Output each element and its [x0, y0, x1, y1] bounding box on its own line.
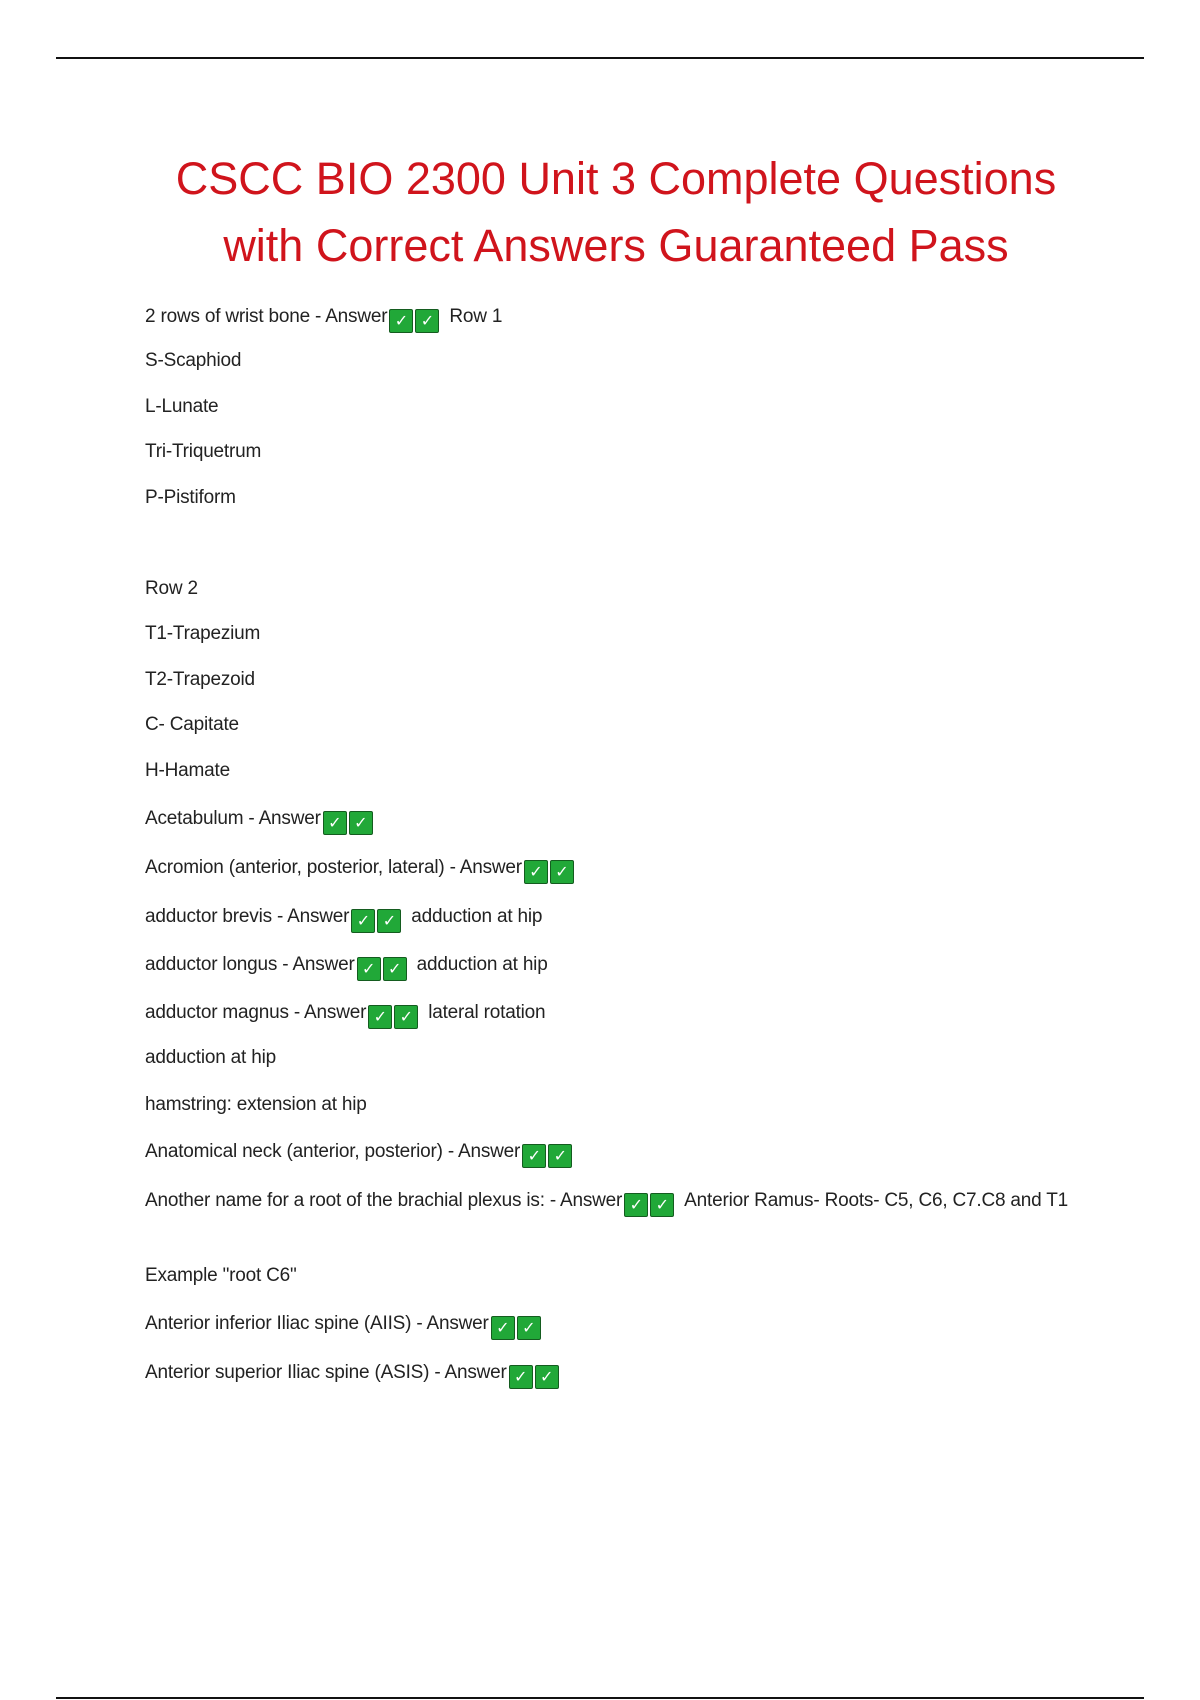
qa-line — [145, 758, 230, 784]
question-text: Acetabulum - Answer — [145, 808, 321, 829]
question-text: Anterior superior Iliac spine (ASIS) - Answer — [145, 1362, 507, 1383]
qa-line — [145, 1360, 559, 1389]
document-title-line-1: CSCC BIO 2300 Unit 3 Complete Questions — [175, 153, 1057, 204]
question-text: adductor longus - Answer — [145, 954, 355, 975]
qa-line — [145, 394, 218, 420]
question-text: S-Scaphiod — [145, 350, 242, 371]
question-text: Row 2 — [145, 578, 198, 599]
check-mark-icon: ✓ — [517, 1316, 541, 1340]
document-title-line-2: with Correct Answers Guaranteed Pass — [223, 220, 1009, 271]
answer-text: lateral rotation — [428, 1002, 546, 1023]
question-text: Another name for a root of the brachial plexus is: - Answer — [145, 1190, 623, 1211]
qa-line — [145, 904, 542, 933]
question-text: Acromion (anterior, posterior, lateral) - Answer — [145, 857, 522, 878]
header-rule — [56, 57, 1144, 59]
check-mark-icon: ✓ — [368, 1005, 392, 1029]
qa-line — [145, 348, 241, 374]
check-mark-icon: ✓ — [377, 909, 401, 933]
qa-line — [145, 667, 255, 693]
check-mark-icon: ✓ — [351, 909, 375, 933]
check-mark-icon: ✓ — [349, 811, 373, 835]
check-mark-icon: ✓ — [522, 1144, 546, 1168]
qa-line — [145, 1186, 1085, 1217]
check-mark-icon: ✓ — [509, 1365, 533, 1389]
check-mark-icon: ✓ — [491, 1316, 515, 1340]
question-text: Anatomical neck (anterior, posterior) - Answer — [145, 1141, 521, 1162]
question-text: adductor brevis - Answer — [145, 906, 350, 927]
qa-line — [145, 1045, 276, 1071]
question-text: 2 rows of wrist bone - Answer — [145, 306, 388, 327]
check-mark-icon: ✓ — [524, 860, 548, 884]
question-text: Tri-Triquetrum — [145, 441, 262, 462]
qa-line — [145, 1139, 572, 1168]
question-text: T2-Trapezoid — [145, 669, 255, 690]
question-text: C- Capitate — [145, 714, 239, 735]
check-mark-icon: ✓ — [548, 1144, 572, 1168]
check-mark-icon: ✓ — [415, 309, 439, 333]
check-mark-icon: ✓ — [323, 811, 347, 835]
qa-line — [145, 952, 548, 981]
check-mark-icon: ✓ — [394, 1005, 418, 1029]
question-text: adduction at hip — [145, 1047, 276, 1068]
question-text: Example "root C6" — [145, 1265, 297, 1286]
answer-text: Row 1 — [449, 306, 503, 327]
qa-line — [145, 304, 502, 333]
check-mark-icon: ✓ — [383, 957, 407, 981]
qa-line — [145, 576, 198, 602]
qa-line — [145, 1000, 545, 1029]
qa-line — [145, 1263, 297, 1289]
qa-line — [145, 621, 260, 647]
qa-line — [145, 1311, 541, 1340]
question-text: Anterior inferior Iliac spine (AIIS) - Answer — [145, 1313, 489, 1334]
check-mark-icon: ✓ — [624, 1193, 648, 1217]
check-mark-icon: ✓ — [650, 1193, 674, 1217]
footer-rule — [56, 1697, 1144, 1699]
question-text: P-Pistiform — [145, 487, 236, 508]
qa-line — [145, 485, 236, 511]
check-mark-icon: ✓ — [357, 957, 381, 981]
question-text: T1-Trapezium — [145, 623, 261, 644]
question-text: L-Lunate — [145, 396, 219, 417]
answer-text: adduction at hip — [411, 906, 543, 927]
qa-line — [145, 439, 261, 465]
qa-line — [145, 1092, 367, 1118]
answer-text: adduction at hip — [416, 954, 548, 975]
check-mark-icon: ✓ — [550, 860, 574, 884]
qa-line — [145, 806, 373, 835]
answer-text: Anterior Ramus- Roots- C5, C6, C7.C8 and T1 — [684, 1190, 1069, 1211]
check-mark-icon: ✓ — [535, 1365, 559, 1389]
qa-line — [145, 855, 574, 884]
check-mark-icon: ✓ — [389, 309, 413, 333]
question-text: hamstring: extension at hip — [145, 1094, 367, 1115]
question-text: adductor magnus - Answer — [145, 1002, 367, 1023]
qa-line — [145, 712, 239, 738]
question-text: H-Hamate — [145, 760, 230, 781]
